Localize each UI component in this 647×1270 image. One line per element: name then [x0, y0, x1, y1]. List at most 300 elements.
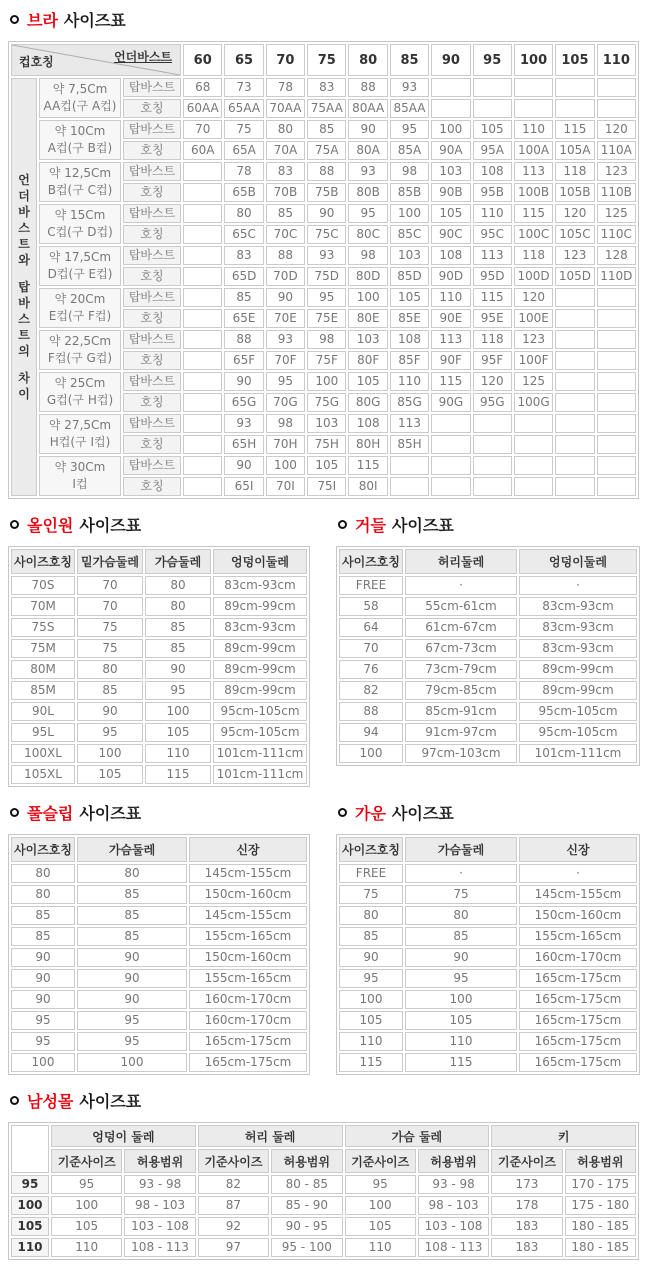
size-name-cell: 95F: [473, 351, 512, 370]
name-row-label: 호칭: [123, 477, 181, 496]
topbust-value-cell: 110: [473, 204, 512, 223]
topbust-value-cell: [555, 456, 594, 475]
value-cell: ·: [405, 576, 517, 595]
underbust-column-header: 105: [555, 44, 594, 76]
bra-section-title: [8, 8, 639, 31]
mens-table-row: [11, 1196, 636, 1215]
topbust-value-cell: 118: [473, 330, 512, 349]
topbust-value-cell: 125: [514, 372, 553, 391]
girdle-size-table: [336, 546, 640, 766]
cup-name-label: A컵(구 B컵): [47, 141, 113, 155]
table-row: [339, 660, 637, 679]
value-cell: ·: [519, 864, 637, 883]
topbust-value-cell: 100: [390, 204, 429, 223]
topbust-value-cell: 78: [224, 162, 263, 181]
value-cell: 101cm-111cm: [519, 744, 637, 763]
topbust-value-cell: 100: [348, 288, 387, 307]
topbust-value-cell: [555, 414, 594, 433]
size-name-cell: [183, 309, 222, 328]
value-cell: 67cm-73cm: [405, 639, 517, 658]
sub-column-header: 허용범위: [124, 1149, 195, 1173]
value-cell: 55cm-61cm: [405, 597, 517, 616]
size-name-cell: 110D: [597, 267, 636, 286]
size-name-cell: 95: [11, 1011, 75, 1030]
value-cell: 80: [77, 864, 187, 883]
header-row: [339, 549, 637, 574]
value-cell: 178: [491, 1196, 562, 1215]
size-name-cell: 70I: [266, 477, 305, 496]
topbust-value-cell: 103: [348, 330, 387, 349]
topbust-value-cell: 90: [224, 372, 263, 391]
table-row: [11, 639, 307, 658]
value-cell: 95: [77, 1032, 187, 1051]
topbust-value-cell: 120: [473, 372, 512, 391]
cup-diff-label: 약 22,5Cm: [48, 334, 112, 348]
size-name-cell: [183, 183, 222, 202]
size-name-cell: 70D: [266, 267, 305, 286]
column-header: 가슴둘레: [405, 837, 517, 862]
size-name-cell: 100: [339, 990, 403, 1009]
size-name-cell: 82: [339, 681, 403, 700]
topbust-value-cell: [431, 414, 470, 433]
topbust-value-cell: 115: [514, 204, 553, 223]
name-row-label: 호칭: [123, 99, 181, 118]
size-name-cell: 88: [339, 702, 403, 721]
gown-title-keyword: 가운: [355, 804, 386, 823]
name-row-label: 호칭: [123, 393, 181, 412]
size-name-cell: 75AA: [307, 99, 346, 118]
size-name-cell: 70A: [266, 141, 305, 160]
mens-table-row: [11, 1217, 636, 1236]
column-header: 가슴둘레: [145, 549, 211, 574]
corner-label-cup-name: 컵호칭: [19, 55, 54, 69]
allinone-title-rest: 사이즈표: [79, 516, 142, 535]
topbust-row-label: 탑바스트: [123, 120, 181, 139]
topbust-value-cell: 103: [307, 414, 346, 433]
size-name-cell: 75G: [307, 393, 346, 412]
value-cell: 95 - 100: [271, 1238, 342, 1257]
value-cell: 75: [77, 639, 143, 658]
size-name-cell: 90F: [431, 351, 470, 370]
size-name-cell: [597, 477, 636, 496]
value-cell: 61cm-67cm: [405, 618, 517, 637]
size-name-cell: 100C: [514, 225, 553, 244]
value-cell: 73cm-79cm: [405, 660, 517, 679]
topbust-value-cell: [555, 330, 594, 349]
table-row: [11, 990, 307, 1009]
size-name-cell: 90A: [431, 141, 470, 160]
cup-diff-label: 약 27,5Cm: [48, 418, 112, 432]
table-row: [11, 1032, 307, 1051]
table-row: [339, 597, 637, 616]
value-cell: 85: [77, 681, 143, 700]
size-name-cell: 100G: [514, 393, 553, 412]
value-cell: 105: [345, 1217, 416, 1236]
name-row-label: 호칭: [123, 225, 181, 244]
mens-title-rest: 사이즈표: [79, 1092, 142, 1111]
group-column-header: 가슴 둘레: [345, 1125, 490, 1147]
bra-topbust-row: [11, 204, 636, 223]
cup-label-cell: [39, 372, 121, 412]
size-name-cell: 110A: [597, 141, 636, 160]
size-name-cell: 70H: [266, 435, 305, 454]
size-name-cell: 75S: [11, 618, 75, 637]
value-cell: 180 - 185: [565, 1238, 636, 1257]
size-name-cell: 80M: [11, 660, 75, 679]
topbust-value-cell: 120: [555, 204, 594, 223]
topbust-value-cell: 113: [390, 414, 429, 433]
cup-name-label: F컵(구 G컵): [47, 351, 113, 365]
size-name-cell: [597, 351, 636, 370]
size-name-cell: 85: [11, 906, 75, 925]
value-cell: 110: [51, 1238, 122, 1257]
cup-label-cell: [39, 204, 121, 244]
cup-diff-label: 약 20Cm: [54, 292, 106, 306]
topbust-value-cell: [183, 288, 222, 307]
topbust-value-cell: 88: [348, 78, 387, 97]
row-fullslip-gown: [8, 801, 639, 1075]
group-column-header: 허리 둘레: [198, 1125, 343, 1147]
row-allinone-girdle: [8, 513, 639, 787]
gown-section-title: [336, 801, 640, 824]
cup-label-cell: [39, 414, 121, 454]
size-name-cell: 80C: [348, 225, 387, 244]
column-header: 엉덩이둘레: [519, 549, 637, 574]
table-row: [11, 969, 307, 988]
size-name-cell: 75I: [307, 477, 346, 496]
size-name-cell: FREE: [339, 864, 403, 883]
size-name-cell: [183, 351, 222, 370]
girdle-title-keyword: 거들: [355, 516, 386, 535]
gown-title-rest: 사이즈표: [391, 804, 454, 823]
value-cell: 165cm-175cm: [519, 969, 637, 988]
underbust-column-header: 90: [431, 44, 470, 76]
table-row: [11, 681, 307, 700]
topbust-value-cell: 83: [307, 78, 346, 97]
cup-label-cell: [39, 78, 121, 118]
table-row: [11, 1053, 307, 1072]
table-row: [339, 1011, 637, 1030]
value-cell: 100: [345, 1196, 416, 1215]
bullet-icon: [10, 520, 19, 529]
value-cell: 108 - 113: [418, 1238, 489, 1257]
bullet-icon: [10, 808, 19, 817]
bra-topbust-row: [11, 456, 636, 475]
value-cell: 170 - 175: [565, 1175, 636, 1194]
size-name-cell: 70G: [266, 393, 305, 412]
value-cell: 85: [405, 927, 517, 946]
bullet-icon: [338, 808, 347, 817]
size-name-cell: 100: [11, 1053, 75, 1072]
cup-diff-label: 약 7,5Cm: [52, 82, 108, 96]
size-name-cell: 80B: [348, 183, 387, 202]
cup-diff-label: 약 30Cm: [54, 460, 106, 474]
value-cell: 155cm-165cm: [189, 969, 307, 988]
topbust-value-cell: 105: [307, 456, 346, 475]
size-name-cell: [431, 99, 470, 118]
header-row: [11, 837, 307, 862]
value-cell: 100: [77, 744, 143, 763]
value-cell: 93 - 98: [124, 1175, 195, 1194]
size-name-cell: 65B: [224, 183, 263, 202]
size-name-cell: 100XL: [11, 744, 75, 763]
underbust-column-header: 110: [597, 44, 636, 76]
topbust-value-cell: 88: [266, 246, 305, 265]
table-row: [11, 597, 307, 616]
size-name-cell: 105B: [555, 183, 594, 202]
table-row: [11, 723, 307, 742]
sub-column-header: 기준사이즈: [198, 1149, 269, 1173]
size-name-cell: 105D: [555, 267, 594, 286]
size-name-cell: [597, 393, 636, 412]
side-label-cell: [11, 78, 37, 496]
bra-size-table: [8, 41, 639, 499]
table-row: [11, 864, 307, 883]
value-cell: 100: [145, 702, 211, 721]
topbust-value-cell: 110: [390, 372, 429, 391]
value-cell: 145cm-155cm: [189, 864, 307, 883]
topbust-value-cell: 103: [390, 246, 429, 265]
table-row: [339, 723, 637, 742]
value-cell: 110: [405, 1032, 517, 1051]
bra-topbust-row: [11, 162, 636, 181]
column-header: 사이즈호칭: [339, 837, 403, 862]
name-row-label: 호칭: [123, 267, 181, 286]
size-name-cell: 75C: [307, 225, 346, 244]
bra-table-body: [11, 78, 636, 496]
bra-topbust-row: [11, 288, 636, 307]
topbust-value-cell: 113: [431, 330, 470, 349]
value-cell: 98 - 103: [418, 1196, 489, 1215]
table-row: [339, 885, 637, 904]
topbust-value-cell: 73: [224, 78, 263, 97]
size-name-cell: 110: [339, 1032, 403, 1051]
mens-corner-cell: [11, 1125, 49, 1173]
topbust-value-cell: [514, 78, 553, 97]
bra-title-keyword: 브라: [27, 11, 58, 30]
gown-section: [336, 801, 640, 1075]
name-row-label: 호칭: [123, 309, 181, 328]
value-cell: 95: [77, 1011, 187, 1030]
column-header: 신장: [189, 837, 307, 862]
size-name-cell: [597, 309, 636, 328]
value-cell: 89cm-99cm: [213, 660, 307, 679]
value-cell: 95: [345, 1175, 416, 1194]
topbust-value-cell: 118: [514, 246, 553, 265]
value-cell: 173: [491, 1175, 562, 1194]
size-name-cell: 58: [339, 597, 403, 616]
topbust-value-cell: 93: [390, 78, 429, 97]
table-row: [339, 1032, 637, 1051]
topbust-row-label: 탑바스트: [123, 330, 181, 349]
size-name-cell: 90L: [11, 702, 75, 721]
mens-table-row: [11, 1238, 636, 1257]
size-name-cell: [555, 435, 594, 454]
size-name-cell: 105: [339, 1011, 403, 1030]
table-row: [339, 702, 637, 721]
fullslip-section: [8, 801, 310, 1075]
value-cell: 145cm-155cm: [189, 906, 307, 925]
size-name-cell: 94: [339, 723, 403, 742]
topbust-value-cell: 95: [307, 288, 346, 307]
name-row-label: 호칭: [123, 141, 181, 160]
value-cell: 100: [405, 990, 517, 1009]
topbust-value-cell: 83: [224, 246, 263, 265]
topbust-value-cell: 80: [224, 204, 263, 223]
cup-label-cell: [39, 120, 121, 160]
topbust-value-cell: [183, 330, 222, 349]
value-cell: 155cm-165cm: [189, 927, 307, 946]
value-cell: 183: [491, 1217, 562, 1236]
mens-size-table: [8, 1122, 639, 1260]
value-cell: 95cm-105cm: [213, 723, 307, 742]
value-cell: 95: [145, 681, 211, 700]
topbust-row-label: 탑바스트: [123, 204, 181, 223]
topbust-value-cell: 115: [473, 288, 512, 307]
topbust-value-cell: 120: [514, 288, 553, 307]
value-cell: 83cm-93cm: [519, 597, 637, 616]
table-row: [339, 681, 637, 700]
table-row: [11, 618, 307, 637]
size-name-cell: 75F: [307, 351, 346, 370]
size-name-cell: 85A: [390, 141, 429, 160]
topbust-value-cell: 95: [348, 204, 387, 223]
size-name-cell: 80AA: [348, 99, 387, 118]
value-cell: 100: [51, 1196, 122, 1215]
size-name-cell: 100E: [514, 309, 553, 328]
value-cell: 80: [145, 576, 211, 595]
mens-table-head: [11, 1125, 636, 1173]
size-name-cell: [183, 435, 222, 454]
value-cell: 90: [77, 948, 187, 967]
size-name-cell: 80: [11, 885, 75, 904]
table-row: [11, 906, 307, 925]
size-name-cell: [431, 477, 470, 496]
size-name-cell: 90: [11, 969, 75, 988]
size-name-cell: [514, 477, 553, 496]
bra-topbust-row: [11, 372, 636, 391]
value-cell: 70: [77, 576, 143, 595]
value-cell: 89cm-99cm: [213, 639, 307, 658]
cup-label-cell: [39, 330, 121, 370]
underbust-column-header: 95: [473, 44, 512, 76]
topbust-value-cell: [473, 456, 512, 475]
value-cell: 89cm-99cm: [213, 597, 307, 616]
value-cell: 103 - 108: [418, 1217, 489, 1236]
size-name-cell: 95C: [473, 225, 512, 244]
bullet-icon: [10, 1096, 19, 1105]
underbust-column-header: 75: [307, 44, 346, 76]
sub-column-header: 허용범위: [418, 1149, 489, 1173]
size-name-cell: 85G: [390, 393, 429, 412]
topbust-value-cell: 93: [266, 330, 305, 349]
table-row: [11, 744, 307, 763]
cup-name-label: E컵(구 F컵): [48, 309, 112, 323]
topbust-value-cell: 85: [307, 120, 346, 139]
size-name-cell: 65H: [224, 435, 263, 454]
table-row: [339, 1053, 637, 1072]
topbust-value-cell: 90: [224, 456, 263, 475]
size-name-cell: 75D: [307, 267, 346, 286]
topbust-value-cell: 98: [307, 330, 346, 349]
topbust-value-cell: 113: [473, 246, 512, 265]
topbust-row-label: 탑바스트: [123, 162, 181, 181]
topbust-value-cell: 123: [597, 162, 636, 181]
value-cell: 85: [77, 927, 187, 946]
topbust-value-cell: 128: [597, 246, 636, 265]
size-name-cell: 95G: [473, 393, 512, 412]
size-name-cell: [555, 351, 594, 370]
value-cell: 83cm-93cm: [213, 618, 307, 637]
size-name-cell: 70S: [11, 576, 75, 595]
allinone-section: [8, 513, 310, 787]
topbust-value-cell: 93: [348, 162, 387, 181]
topbust-value-cell: 110: [431, 288, 470, 307]
size-name-cell: [473, 435, 512, 454]
size-name-cell: [597, 435, 636, 454]
bra-corner-cell: [11, 44, 181, 76]
size-name-cell: 100: [339, 744, 403, 763]
size-name-cell: 100D: [514, 267, 553, 286]
table-row: [11, 765, 307, 784]
size-name-cell: 95B: [473, 183, 512, 202]
fullslip-title-keyword: 풀슬립: [27, 804, 74, 823]
value-cell: 165cm-175cm: [519, 1011, 637, 1030]
cup-diff-label: 약 17,5Cm: [48, 250, 112, 264]
topbust-value-cell: 85: [224, 288, 263, 307]
value-cell: 160cm-170cm: [189, 990, 307, 1009]
size-name-cell: 95: [11, 1175, 49, 1194]
topbust-value-cell: [183, 372, 222, 391]
table-row: [11, 927, 307, 946]
topbust-value-cell: 88: [224, 330, 263, 349]
size-name-cell: [514, 99, 553, 118]
topbust-value-cell: 68: [183, 78, 222, 97]
size-name-cell: 70AA: [266, 99, 305, 118]
value-cell: 90: [77, 969, 187, 988]
value-cell: 150cm-160cm: [189, 885, 307, 904]
topbust-value-cell: [183, 414, 222, 433]
value-cell: 101cm-111cm: [213, 744, 307, 763]
value-cell: 80 - 85: [271, 1175, 342, 1194]
column-header: 사이즈호칭: [339, 549, 403, 574]
topbust-value-cell: 98: [266, 414, 305, 433]
topbust-value-cell: [555, 78, 594, 97]
value-cell: 110: [145, 744, 211, 763]
topbust-value-cell: 118: [555, 162, 594, 181]
table-row: [339, 948, 637, 967]
underbust-column-header: 65: [224, 44, 263, 76]
size-name-cell: [555, 393, 594, 412]
size-name-cell: 100B: [514, 183, 553, 202]
value-cell: 160cm-170cm: [519, 948, 637, 967]
size-name-cell: 75A: [307, 141, 346, 160]
topbust-value-cell: 78: [266, 78, 305, 97]
size-name-cell: 64: [339, 618, 403, 637]
size-name-cell: 100: [11, 1196, 49, 1215]
value-cell: 100: [77, 1053, 187, 1072]
allinone-section-title: [8, 513, 310, 536]
value-cell: 165cm-175cm: [519, 990, 637, 1009]
size-name-cell: 65D: [224, 267, 263, 286]
topbust-value-cell: 90: [266, 288, 305, 307]
size-name-cell: 85: [11, 927, 75, 946]
size-name-cell: 70: [339, 639, 403, 658]
topbust-value-cell: [473, 414, 512, 433]
value-cell: 75: [405, 885, 517, 904]
sub-column-header: 기준사이즈: [345, 1149, 416, 1173]
size-name-cell: 80: [339, 906, 403, 925]
